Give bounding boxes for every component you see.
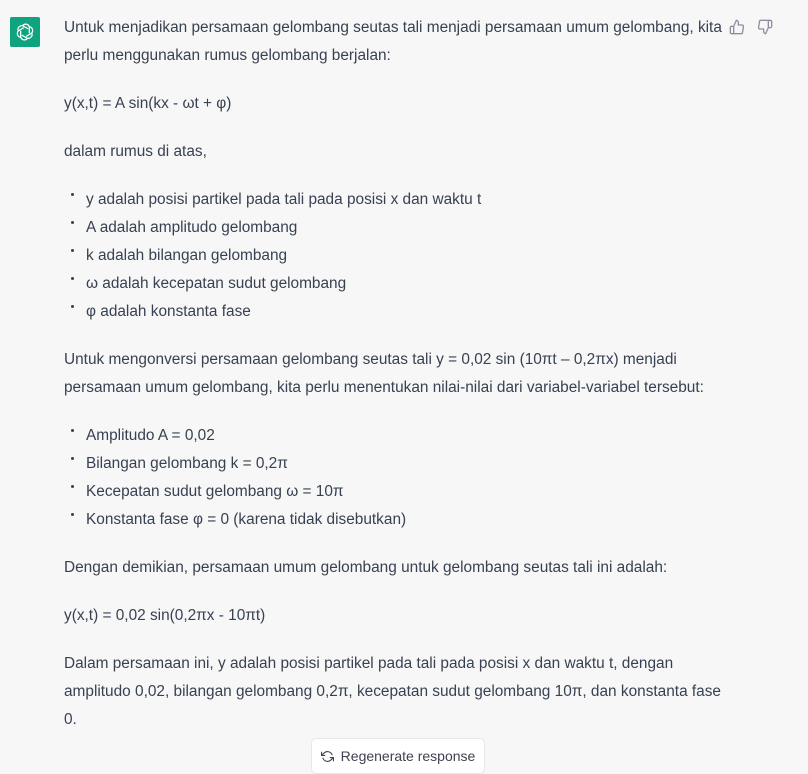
message-result-formula: y(x,t) = 0,02 sin(0,2πx - 10πt) (64, 607, 266, 624)
message-conclusion: Dalam persamaan ini, y adalah posisi partikel pada tali pada posisi x dan waktu t, dengan amplitudo 0,02, bilangan gelombang 0,2π, kecepatan sudut gelombang 10π, dan konstanta fase 0. (64, 655, 721, 728)
message-convert: Untuk mengonversi persamaan gelombang seutas tali y = 0,02 sin (10πt – 0,2πx) menjadi persamaan umum gelombang, kita perlu menentukan nilai-nilai dari variabel-variabel tersebut: (64, 351, 704, 396)
list-item: Amplitudo A = 0,02 (64, 422, 728, 450)
thumbs-down-button[interactable] (756, 18, 774, 36)
value-list (64, 422, 728, 534)
list-item: φ adalah konstanta fase (64, 298, 728, 326)
message-intro: Untuk menjadikan persamaan gelombang seutas tali menjadi persamaan umum gelombang, kita perlu menggunakan rumus gelombang berjalan: (64, 19, 722, 64)
regenerate-response-button[interactable] (311, 738, 485, 774)
regenerate-label: Regenerate response (340, 748, 476, 764)
thumbs-down-icon (757, 19, 773, 35)
refresh-icon (321, 750, 334, 763)
message-where: dalam rumus di atas, (64, 143, 207, 160)
thumbs-up-icon (729, 19, 745, 35)
list-item: k adalah bilangan gelombang (64, 242, 728, 270)
list-item: Kecepatan sudut gelombang ω = 10π (64, 478, 728, 506)
list-item: A adalah amplitudo gelombang (64, 214, 728, 242)
list-item: Bilangan gelombang k = 0,2π (64, 450, 728, 478)
feedback-controls (728, 18, 774, 36)
definition-list (64, 186, 728, 326)
assistant-avatar (10, 17, 40, 47)
list-item: y adalah posisi partikel pada tali pada posisi x dan waktu t (64, 186, 728, 214)
assistant-message (64, 14, 728, 754)
list-item: ω adalah kecepatan sudut gelombang (64, 270, 728, 298)
message-result-intro: Dengan demikian, persamaan umum gelombang untuk gelombang seutas tali ini adalah: (64, 559, 668, 576)
thumbs-up-button[interactable] (728, 18, 746, 36)
message-formula: y(x,t) = A sin(kx - ωt + φ) (64, 95, 232, 112)
openai-logo-icon (15, 22, 35, 42)
list-item: Konstanta fase φ = 0 (karena tidak disebutkan) (64, 506, 728, 534)
